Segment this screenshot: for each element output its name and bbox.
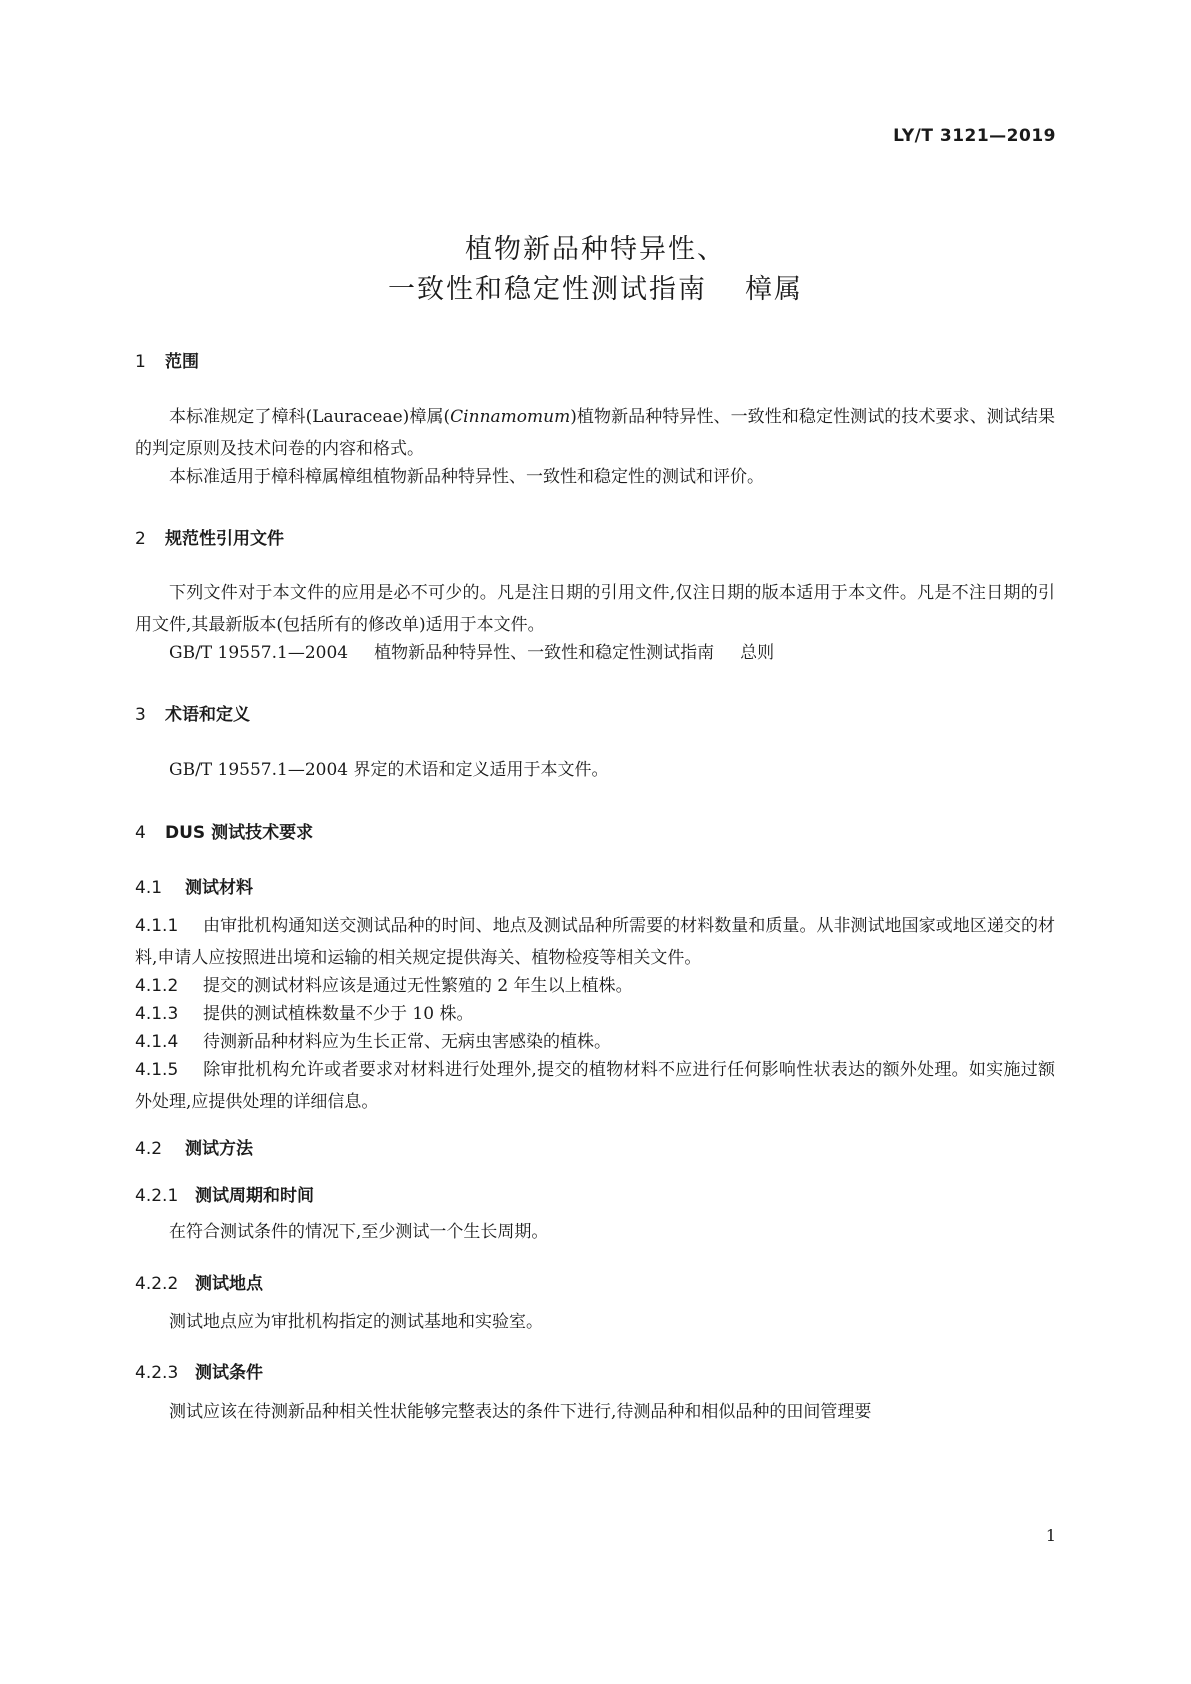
title-line-2 [0,270,1191,310]
section-3-paragraph-1: GB/T 19557.1—2004 界定的术语和定义适用于本文件。 [169,760,609,780]
page-number: 1 [1045,1526,1056,1545]
title-genus: 樟属 [745,274,803,305]
clause-number: 4.1.5 [135,1060,179,1080]
section-title: 范围 [165,352,199,372]
section-title: DUS 测试技术要求 [165,823,314,843]
subsection-4-1-heading [135,873,253,898]
clause-text: 提交的测试材料应该是通过无性繁殖的 2 年生以上植株。 [203,976,633,996]
clause-text: 除审批机构允许或者要求对材料进行处理外,提交的植物材料不应进行任何影响性状表达的额外处理。如实施过额外处理,应提供处理的详细信息。 [135,1060,1055,1112]
subsection-number: 4.2.2 [135,1274,179,1294]
section-1-paragraph-1: 本标准规定了樟科(Lauraceae)樟属(Cinnamomum)植物新品种特异性、一致性和稳定性测试的技术要求、测试结果的判定原则及技术问卷的内容和格式。 [135,407,1055,459]
section-1-paragraph-2: 本标准适用于樟科樟属樟组植物新品种特异性、一致性和稳定性的测试和评价。 [169,467,764,487]
subsection-title: 测试材料 [185,878,253,898]
clause-number: 4.1.1 [135,916,179,936]
title-main: 一致性和稳定性测试指南 [388,274,707,305]
subsection-4-2-heading [135,1134,253,1159]
subsection-4-2-3-heading [135,1358,263,1383]
section-4-heading [135,818,313,843]
subsection-number: 4.1 [135,878,163,898]
section-number: 1 [135,352,146,372]
standard-code: LY/T 3121—2019 [893,126,1056,146]
title-line-1: 植物新品种特异性、 [465,234,726,265]
section-number: 3 [135,705,146,725]
clause-number: 4.1.4 [135,1032,179,1052]
document-title [0,230,1191,310]
reference-title: 植物新品种特异性、一致性和稳定性测试指南 [374,643,715,663]
section-2-paragraph-1: 下列文件对于本文件的应用是必不可少的。凡是注日期的引用文件,仅注日期的版本适用于本文件。凡是不注日期的引用文件,其最新版本(包括所有的修改单)适用于本文件。 [135,583,1055,635]
subsection-4-2-1-paragraph: 在符合测试条件的情况下,至少测试一个生长周期。 [169,1222,549,1242]
reference-code: GB/T 19557.1—2004 [169,643,349,663]
section-1-heading [135,347,199,372]
clause-text: 待测新品种材料应为生长正常、无病虫害感染的植株。 [203,1032,611,1052]
subsection-4-2-1-heading [135,1181,314,1206]
section-title: 规范性引用文件 [165,529,284,549]
clause-4-1-1 [135,910,1055,974]
subsection-number: 4.2.1 [135,1186,179,1206]
section-3-heading [135,700,250,725]
section-number: 4 [135,823,146,843]
clause-text: 提供的测试植株数量不少于 10 株。 [203,1004,474,1024]
genus-latin-name: Cinnamomum [450,407,571,427]
subsection-title: 测试条件 [195,1363,263,1383]
subsection-title: 测试地点 [195,1274,263,1294]
clause-4-1-5 [135,1054,1055,1118]
section-2-heading [135,524,284,549]
subsection-number: 4.2.3 [135,1363,179,1383]
subsection-4-2-3-paragraph: 测试应该在待测新品种相关性状能够完整表达的条件下进行,待测品种和相似品种的田间管理要 [169,1402,872,1422]
subsection-title: 测试方法 [185,1139,253,1159]
subsection-number: 4.2 [135,1139,163,1159]
clause-number: 4.1.3 [135,1004,179,1024]
normative-reference [135,637,1055,669]
clause-text: 由审批机构通知送交测试品种的时间、地点及测试品种所需要的材料数量和质量。从非测试地国家或地区递交的材料,申请人应按照进出境和运输的相关规定提供海关、植物检疫等相关文件。 [135,916,1055,968]
subsection-4-2-2-paragraph: 测试地点应为审批机构指定的测试基地和实验室。 [169,1312,543,1332]
clause-number: 4.1.2 [135,976,179,996]
subsection-4-2-2-heading [135,1269,263,1294]
section-number: 2 [135,529,146,549]
reference-suffix: 总则 [740,643,775,663]
section-title: 术语和定义 [165,705,250,725]
subsection-title: 测试周期和时间 [195,1186,314,1206]
